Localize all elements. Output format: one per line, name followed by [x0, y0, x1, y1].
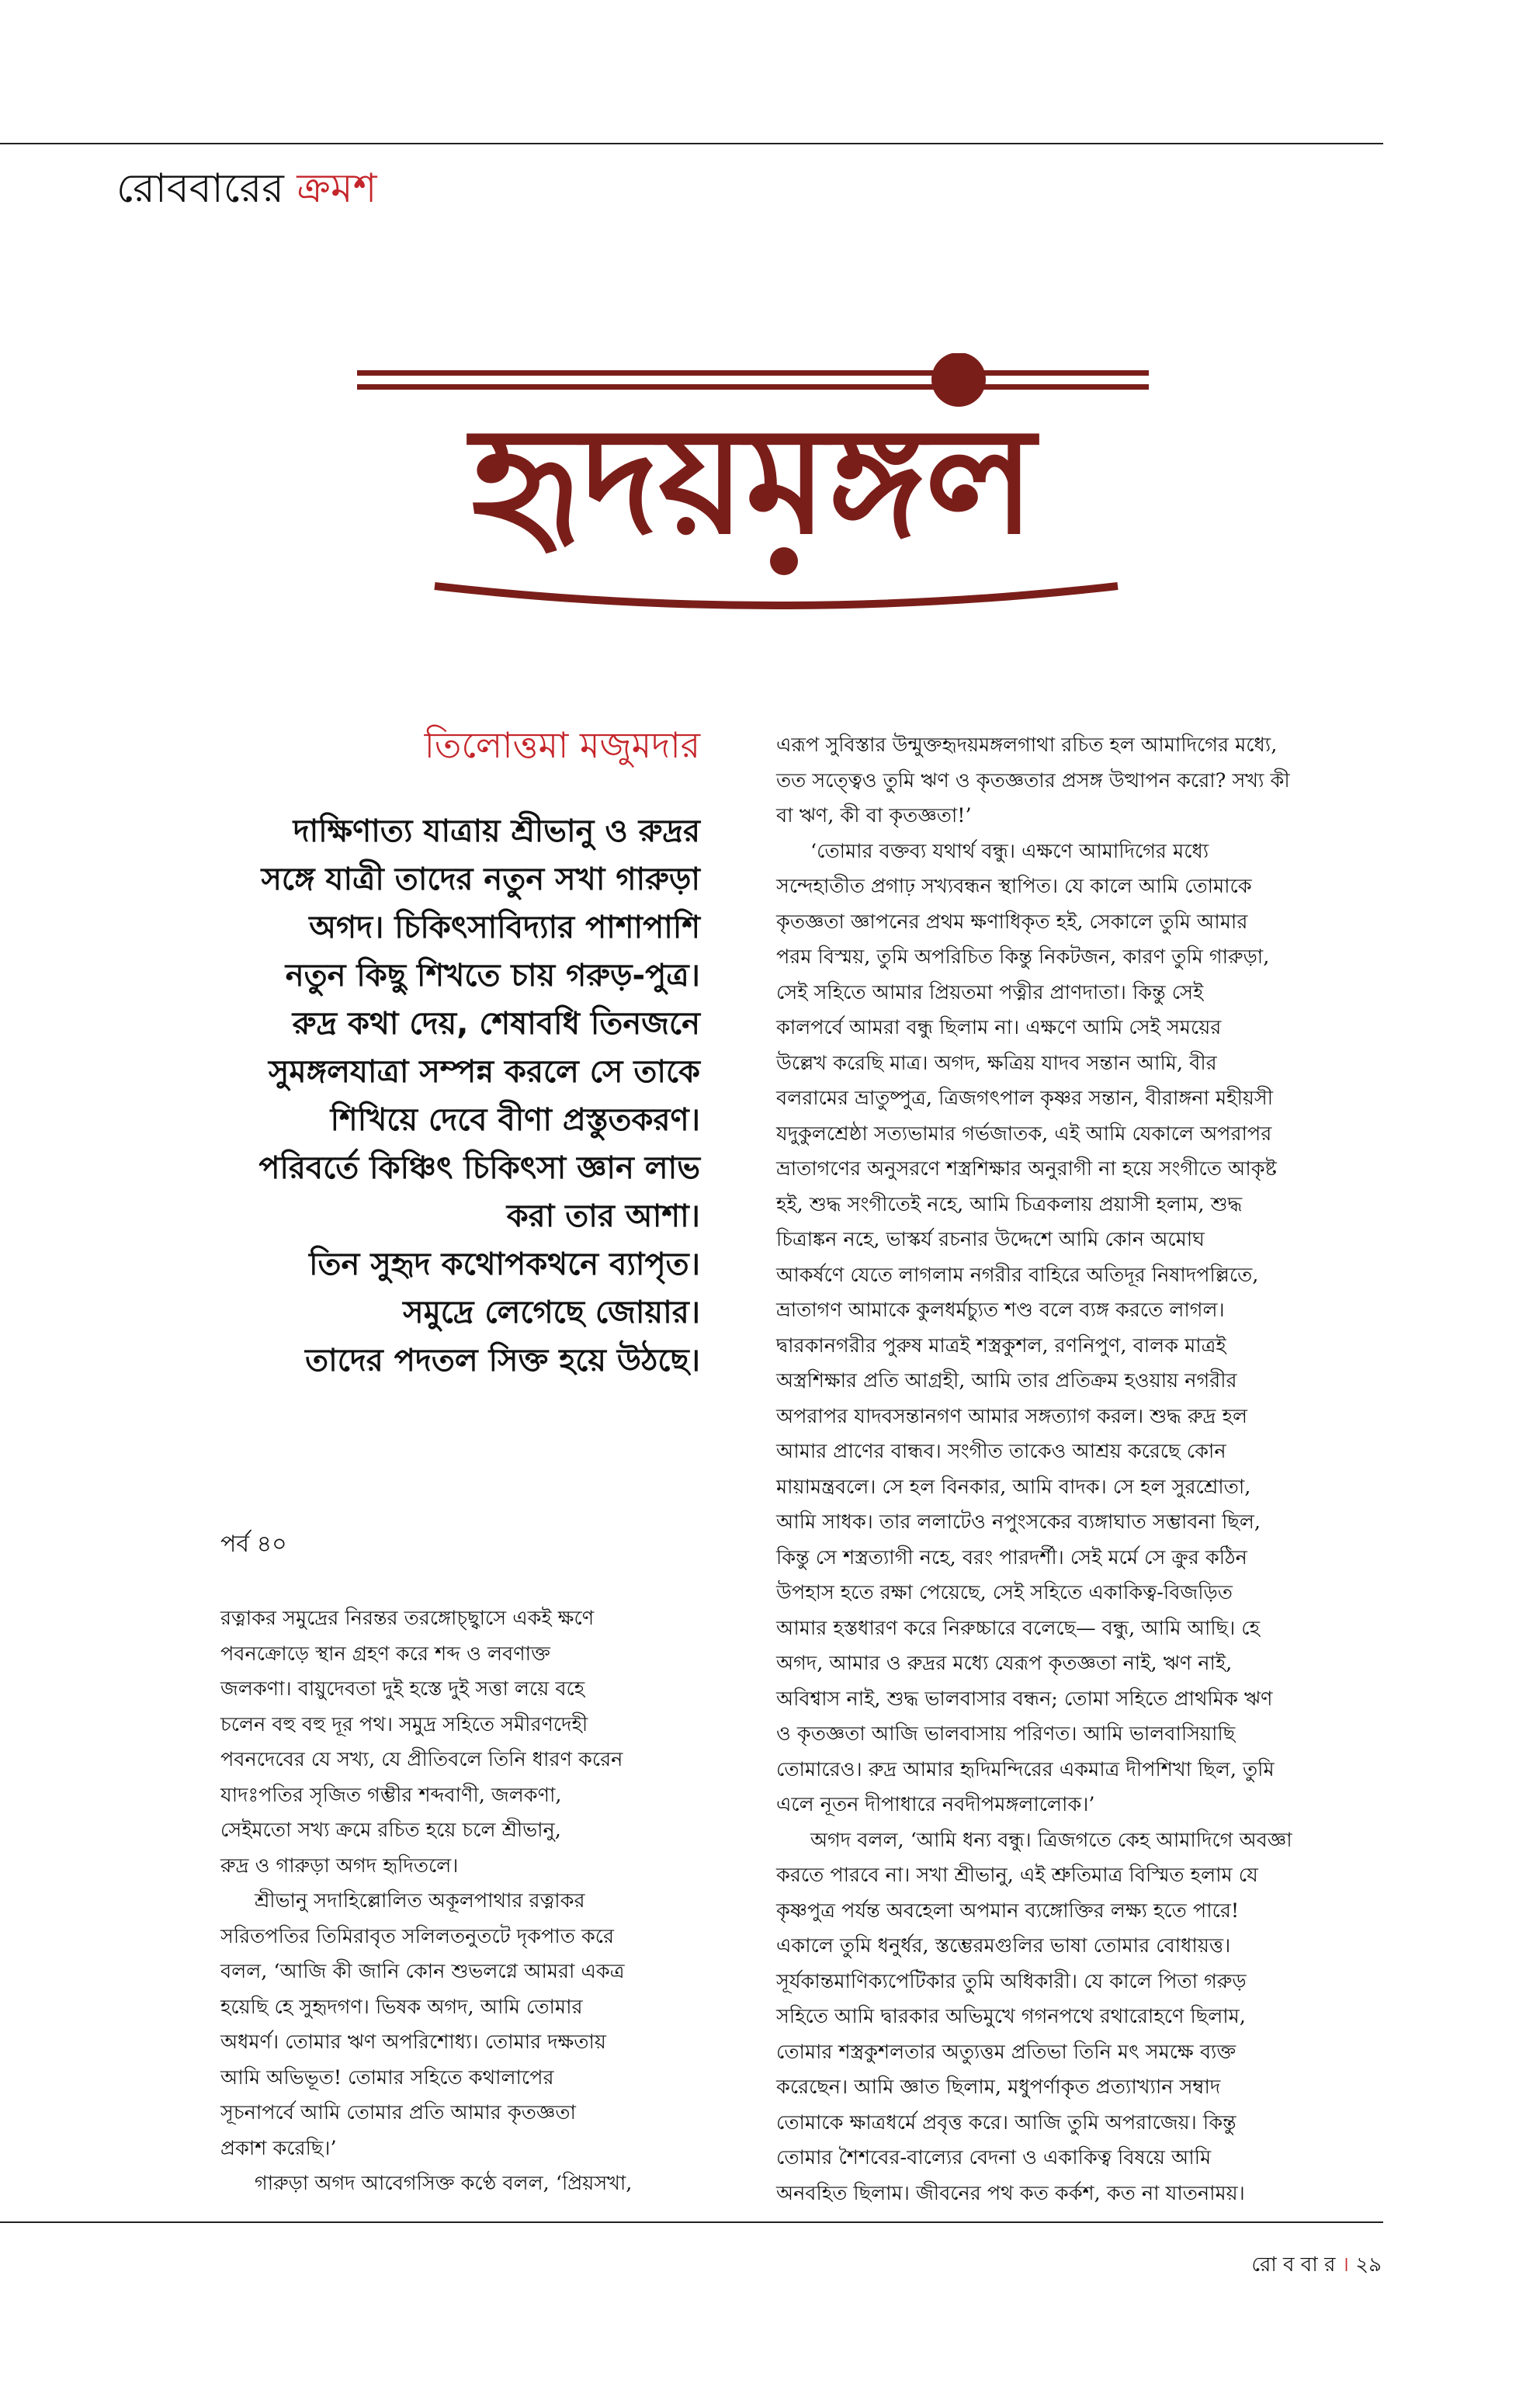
text-line: দ্বারকানগরীর পুরুষ মাত্রই শস্ত্রকুশল, রণনিপুণ, বালক মাত্রই: [776, 1333, 1226, 1358]
footer-publication: রো ব বা র: [1251, 2253, 1336, 2277]
text-line: অবিশ্বাস নাই, শুদ্ধ ভালবাসার বন্ধন; তোমা সহিতে প্রাথমিক ঋণ: [776, 1687, 1273, 1711]
intro-line: অগদ। চিকিৎসাবিদ্যার পাশাপাশি: [309, 910, 700, 945]
text-line: বলরামের ভ্রাতুষ্পুত্র, ত্রিজগৎপাল কৃষ্ণর সন্তান, বীরাঙ্গনা মহীয়সী: [776, 1087, 1274, 1110]
intro-line: রুদ্র কথা দেয়, শেষাবধি তিনজনে: [292, 1006, 700, 1042]
text-line: আমি অভিভূত! তোমার সহিতে কথালাপের: [220, 2065, 554, 2090]
text-line: রুদ্র ও গারুড়া অগদ হৃদিতলে।: [220, 1854, 459, 1878]
masthead-title: হৃদয়মঙ্গল: [470, 395, 1035, 567]
text-line: বা ঋণ, কী বা কৃতজ্ঞতা!’: [776, 804, 972, 827]
text-line: কালপর্বে আমরা বন্ধু ছিলাম না। এক্ষণে আমি সেই সময়ের: [776, 1016, 1222, 1039]
text-line: অস্ত্রশিক্ষার প্রতি আগ্রহী, আমি তার প্রতিক্রম হওয়ায় নগরীর: [776, 1369, 1237, 1392]
text-line: শ্রীভানু সদাহিল্লোলিত অকূলপাথার রত্নাকর: [255, 1889, 585, 1913]
text-line: সেই সহিতে আমার প্রিয়তমা পত্নীর প্রাণদাতা। কিন্তু সেই: [776, 980, 1204, 1004]
text-line: আমার হস্তধারণ করে নিরুচ্চারে বলেছে— বন্ধু, আমি আছি। হে: [776, 1616, 1261, 1640]
text-line: করেছেন। আমি জ্ঞাত ছিলাম, মধুপর্ণাকৃত প্রত্যাখ্যান সম্বাদ: [776, 2076, 1221, 2099]
body-column-left: [220, 1601, 717, 2202]
text-line: অধমর্ণ। তোমার ঋণ অপরিশোধ্য। তোমার দক্ষতায়: [220, 2031, 606, 2054]
section-header-prefix: রোববারের: [116, 165, 297, 212]
text-line: সূচনাপর্বে আমি তোমার প্রতি আমার কৃতজ্ঞতা: [220, 2101, 576, 2124]
body-column-right: [776, 728, 1382, 2211]
text-line: এরূপ সুবিস্তার উন্মুক্তহৃদয়মঙ্গলগাথা রচিত হল আমাদিগের মধ্যে,: [776, 734, 1278, 757]
episode-label: পর্ব ৪০: [220, 1531, 287, 1558]
section-header: [116, 161, 377, 216]
text-line: মায়ামন্ত্রবলে। সে হল বিনকার, আমি বাদক। সে হল সুরশ্রোতা,: [776, 1475, 1251, 1499]
intro-line: দাক্ষিণাত্য যাত্রায় শ্রীভানু ও রুদ্রর: [293, 813, 700, 849]
text-line: এলে নূতন দীপাধারে নবদীপমঙ্গলালোক।’: [776, 1793, 1095, 1816]
text-line: সূর্যকান্তমাণিক্যপেটিকার তুমি অধিকারী। যে কালে পিতা গরুড়: [776, 1969, 1247, 1993]
text-line: করতে পারবে না। সখা শ্রীভানু, এই শ্রুতিমাত্র বিস্মিত হলাম যে: [776, 1864, 1258, 1887]
intro-line: সুমঙ্গলযাত্রা সম্পন্ন করলে সে তাকে: [268, 1054, 700, 1090]
intro-line: সঙ্গে যাত্রী তাদের নতুন সখা গারুড়া: [261, 862, 700, 897]
text-line: সন্দেহাতীত প্রগাঢ় সখ্যবন্ধন স্থাপিত। যে কালে আমি তোমাকে: [776, 875, 1252, 898]
intro-line: শিখিয়ে দেবে বীণা প্রস্তুতকরণ।: [330, 1102, 700, 1138]
text-line: তোমার শৈশবের-বাল্যের বেদনা ও একাকিত্ব বিষয়ে আমি: [776, 2146, 1212, 2169]
text-line: ভ্রাতাগণের অনুসরণে শস্ত্রশিক্ষার অনুরাগী না হয়ে সংগীতে আকৃষ্ট: [776, 1157, 1277, 1181]
text-line: তোমারেও। রুদ্র আমার হৃদিমন্দিরের একমাত্র দীপশিখা ছিল, তুমি: [776, 1757, 1275, 1781]
text-line: তোমাকে ক্ষাত্রধর্মে প্রবৃত্ত করে। আজি তুমি অপরাজেয়। কিন্তু: [776, 2110, 1237, 2135]
text-line: পবনদেবের যে সখ্য, যে প্রীতিবলে তিনি ধারণ করেন: [220, 1748, 623, 1771]
author-name: তিলোত্তমা মজুমদার: [424, 724, 700, 766]
text-line: প্রকাশ করেছি।’: [220, 2136, 337, 2160]
text-line: সহিতে আমি দ্বারকার অভিমুখে গগনপথে রথারোহণে ছিলাম,: [776, 2005, 1246, 2028]
intro-line: নতুন কিছু শিখতে চায় গরুড়-পুত্র।: [285, 958, 700, 994]
text-line: আকর্ষণে যেতে লাগলাম নগরীর বাহিরে অতিদূর নিষাদপল্লিতে,: [776, 1263, 1259, 1287]
text-line: সরিতপতির তিমিরাবৃত সলিলতনুতটে দৃকপাত করে: [220, 1924, 615, 1948]
page-number: ২৯: [1355, 2253, 1382, 2277]
section-header-highlight: ক্রমশ: [297, 165, 377, 212]
text-line: তোমার শস্ত্রকুশলতার অত্যুত্তম প্রতিভা তিনি মৎ সমক্ষে ব্যক্ত: [776, 2040, 1237, 2064]
text-line: উপহাস হতে রক্ষা পেয়েছে, সেই সহিতে একাকিত্ব-বিজড়িত: [776, 1581, 1233, 1604]
text-line: কিন্তু সে শস্ত্রত্যাগী নহে, বরং পারদর্শী। সেই মর্মে সে ক্রুর কঠিন: [776, 1545, 1247, 1569]
text-line: রত্নাকর সমুদ্রের নিরন্তর তরঙ্গোচ্ছ্বাসে একই ক্ষণে: [220, 1607, 595, 1630]
intro-line: পরিবর্তে কিঞ্চিৎ চিকিৎসা জ্ঞান লাভ: [258, 1150, 700, 1186]
intro-line: তাদের পদতল সিক্ত হয়ে উঠছে।: [305, 1343, 700, 1379]
text-line: সেইমতো সখ্য ক্রমে রচিত হয়ে চলে শ্রীভানু,: [220, 1819, 561, 1842]
text-line: বলল, ‘আজি কী জানি কোন শুভলগ্নে আমরা একত্র: [220, 1960, 625, 1983]
text-line: তত সত্ত্বেও তুমি ঋণ ও কৃতজ্ঞতার প্রসঙ্গ উত্থাপন করো? সখ্য কী: [776, 768, 1290, 792]
intro-blurb: [179, 807, 700, 1385]
text-line: ভ্রাতাগণ আমাকে কুলধর্মচ্যুত শণ্ড বলে ব্যঙ্গ করতে লাগল।: [776, 1299, 1225, 1322]
text-line: হই, শুদ্ধ সংগীতেই নহে, আমি চিত্রকলায় প্রয়াসী হলাম, শুদ্ধ: [776, 1192, 1243, 1216]
masthead-logo: [342, 353, 1164, 633]
text-line: যদুকুলশ্রেষ্ঠা সত্যভামার গর্ভজাতক, এই আমি যেকালে অপরাপর: [776, 1122, 1272, 1146]
text-line: হয়েছি হে সুহৃদগণ। ভিষক অগদ, আমি তোমার: [220, 1995, 583, 2019]
page-footer: [1215, 2249, 1382, 2280]
text-line: উল্লেখ করেছি মাত্র। অগদ, ক্ষত্রিয় যাদব সন্তান আমি, বীর: [776, 1051, 1217, 1075]
text-line: গারুড়া অগদ আবেগসিক্ত কণ্ঠে বলল, ‘প্রিয়সখা,: [255, 2172, 633, 2195]
text-line: জলকণা। বায়ুদেবতা দুই হস্তে দুই সত্তা লয়ে বহে: [220, 1677, 585, 1701]
text-line: অগদ বলল, ‘আমি ধন্য বন্ধু। ত্রিজগতে কেহ আমাদিগে অবজ্ঞা: [810, 1828, 1292, 1852]
text-line: একালে তুমি ধনুর্ধর, স্তম্ভেরমগুলির ভাষা তোমার বোধায়ত্ত।: [776, 1934, 1231, 1958]
text-line: আমি সাধক। তার ললাটেও নপুংসকের ব্যঙ্গাঘাত সম্ভাবনা ছিল,: [776, 1510, 1261, 1534]
text-line: চিত্রাঙ্কন নহে, ভাস্কর্য রচনার উদ্দেশে আমি কোন অমোঘ: [776, 1228, 1205, 1251]
intro-line: সমুদ্রে লেগেছে জোয়ার।: [403, 1295, 700, 1330]
text-line: কৃষ্ণপুত্র পর্যন্ত অবহেলা অপমান ব্যঙ্গোক্তির লক্ষ্য হতে পারে!: [776, 1899, 1240, 1923]
text-line: পবনক্রোড়ে স্থান গ্রহণ করে শব্দ ও লবণাক্ত: [220, 1642, 550, 1666]
intro-line: তিন সুহৃদ কথোপকথনে ব্যাপৃত।: [309, 1247, 700, 1282]
text-line: কৃতজ্ঞতা জ্ঞাপনের প্রথম ক্ষণাধিকৃত হই, সেকালে তুমি আমার: [776, 910, 1248, 934]
text-line: ‘তোমার বক্তব্য যথার্থ বন্ধু। এক্ষণে আমাদিগের মধ্যে: [810, 839, 1209, 863]
bottom-rule: [0, 2221, 1383, 2223]
text-line: পরম বিস্ময়, তুমি অপরিচিত কিন্তু নিকটজন, কারণ তুমি গারুড়া,: [776, 945, 1270, 969]
intro-line: করা তার আশা।: [506, 1198, 700, 1234]
text-line: ও কৃতজ্ঞতা আজি ভালবাসায় পরিণত। আমি ভালবাসিয়াছি: [776, 1722, 1236, 1746]
text-line: অনবহিত ছিলাম। জীবনের পথ কত কর্কশ, কত না যাতনাময়।: [776, 2181, 1245, 2205]
text-line: অপরাপর যাদবসন্তানগণ আমার সঙ্গত্যাগ করল। শুদ্ধ রুদ্র হল: [776, 1404, 1247, 1428]
footer-separator: ।: [1341, 2253, 1349, 2277]
text-line: অগদ, আমার ও রুদ্রর মধ্যে যেরূপ কৃতজ্ঞতা নাই, ঋণ নাই,: [776, 1652, 1233, 1675]
text-line: চলেন বহু বহু দূর পথ। সমুদ্র সহিতে সমীরণদেহী: [220, 1712, 588, 1736]
text-line: যাদঃপতির সৃজিত গম্ভীর শব্দবাণী, জলকণা,: [220, 1783, 562, 1807]
text-line: আমার প্রাণের বান্ধব। সংগীত তাকেও আশ্রয় করেছে কোন: [776, 1440, 1226, 1463]
top-rule: [0, 143, 1383, 144]
